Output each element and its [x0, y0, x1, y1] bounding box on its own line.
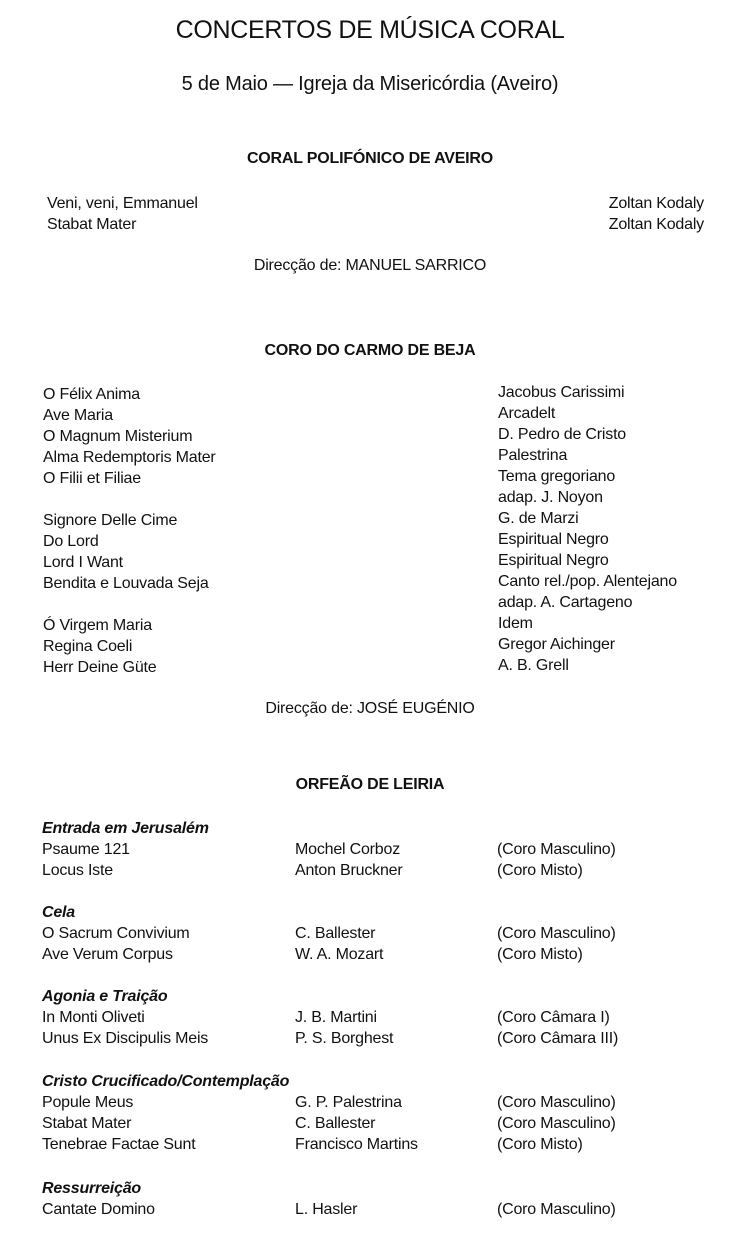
page-title: CONCERTOS DE MÚSICA CORAL — [175, 16, 565, 44]
piece-title: Veni, veni, Emmanuel — [47, 195, 198, 212]
piece-title: Stabat Mater — [47, 216, 137, 233]
piece-title: Ave Verum Corpus — [42, 946, 173, 963]
piece-composer: Gregor Aichinger — [498, 636, 615, 653]
piece-title: Popule Meus — [42, 1094, 134, 1111]
piece-title: Regina Coeli — [43, 638, 133, 655]
piece-composer: Anton Bruckner — [295, 862, 403, 879]
choir-heading-leiria: ORFEÃO DE LEIRIA — [295, 776, 445, 793]
piece-composer: J. B. Martini — [295, 1009, 377, 1026]
piece-choir-type: (Coro Masculino) — [497, 925, 616, 942]
piece-composer: Francisco Martins — [295, 1136, 418, 1153]
choir-heading-aveiro: CORAL POLIFÓNICO DE AVEIRO — [246, 150, 494, 167]
piece-title: Stabat Mater — [42, 1115, 132, 1132]
piece-composer: Zoltan Kodaly — [608, 216, 704, 233]
piece-title: Ó Virgem Maria — [43, 617, 152, 634]
piece-choir-type: (Coro Câmara I) — [497, 1009, 610, 1026]
piece-composer: Zoltan Kodaly — [608, 195, 704, 212]
piece-title: In Monti Oliveti — [42, 1009, 145, 1026]
piece-title: Do Lord — [43, 533, 99, 550]
piece-composer: Canto rel./pop. Alentejano — [498, 573, 677, 590]
piece-choir-type: (Coro Masculino) — [497, 1115, 616, 1132]
group-title: Cela — [42, 904, 75, 921]
piece-composer: Arcadelt — [498, 405, 556, 422]
piece-title: Alma Redemptoris Mater — [43, 449, 216, 466]
direction-aveiro: Direcção de: MANUEL SARRICO — [253, 257, 487, 274]
piece-choir-type: (Coro Misto) — [497, 862, 583, 879]
piece-composer: Idem — [498, 615, 533, 632]
group-title: Cristo Crucificado/Contemplação — [42, 1073, 290, 1090]
group-title: Ressurreição — [42, 1180, 141, 1197]
piece-composer: Espiritual Negro — [498, 552, 609, 569]
group-title: Entrada em Jerusalém — [42, 820, 209, 837]
piece-composer: W. A. Mozart — [295, 946, 384, 963]
piece-title: Locus Iste — [42, 862, 113, 879]
piece-composer: Tema gregoriano — [498, 468, 616, 485]
piece-composer: L. Hasler — [295, 1201, 358, 1218]
piece-composer: Mochel Corboz — [295, 841, 401, 858]
piece-composer: C. Ballester — [295, 925, 376, 942]
piece-title: Ave Maria — [43, 407, 113, 424]
piece-title: Lord I Want — [43, 554, 123, 571]
piece-title: O Magnum Misterium — [43, 428, 193, 445]
piece-title: O Félix Anima — [43, 386, 140, 403]
choir-heading-beja: CORO DO CARMO DE BEJA — [264, 342, 476, 359]
piece-composer: Espiritual Negro — [498, 531, 609, 548]
piece-composer-adaptation: adap. A. Cartageno — [498, 594, 633, 611]
piece-title: Psaume 121 — [42, 841, 130, 858]
group-title: Agonia e Traição — [42, 988, 168, 1005]
piece-title: Bendita e Louvada Seja — [43, 575, 209, 592]
piece-choir-type: (Coro Misto) — [497, 1136, 583, 1153]
piece-choir-type: (Coro Misto) — [497, 946, 583, 963]
piece-choir-type: (Coro Masculino) — [497, 1201, 616, 1218]
piece-composer: G. P. Palestrina — [295, 1094, 402, 1111]
piece-composer: Jacobus Carissimi — [498, 384, 625, 401]
piece-title: Tenebrae Factae Sunt — [42, 1136, 196, 1153]
piece-composer: P. S. Borghest — [295, 1030, 394, 1047]
direction-beja: Direcção de: JOSÉ EUGÉNIO — [265, 700, 475, 717]
piece-title: O Sacrum Convivium — [42, 925, 190, 942]
piece-choir-type: (Coro Câmara III) — [497, 1030, 619, 1047]
piece-title: Cantate Domino — [42, 1201, 155, 1218]
piece-choir-type: (Coro Masculino) — [497, 841, 616, 858]
piece-title: Herr Deine Güte — [43, 659, 157, 676]
piece-composer: G. de Marzi — [498, 510, 579, 527]
piece-title: Unus Ex Discipulis Meis — [42, 1030, 209, 1047]
page-subtitle: 5 de Maio — Igreja da Misericórdia (Aveiro) — [181, 73, 559, 95]
piece-composer: C. Ballester — [295, 1115, 376, 1132]
piece-title: Signore Delle Cime — [43, 512, 178, 529]
piece-title: O Filii et Filiae — [43, 470, 141, 487]
piece-composer-adaptation: adap. J. Noyon — [498, 489, 603, 506]
piece-choir-type: (Coro Masculino) — [497, 1094, 616, 1111]
piece-composer: A. B. Grell — [498, 657, 569, 674]
piece-composer: D. Pedro de Cristo — [498, 426, 627, 443]
piece-composer: Palestrina — [498, 447, 568, 464]
